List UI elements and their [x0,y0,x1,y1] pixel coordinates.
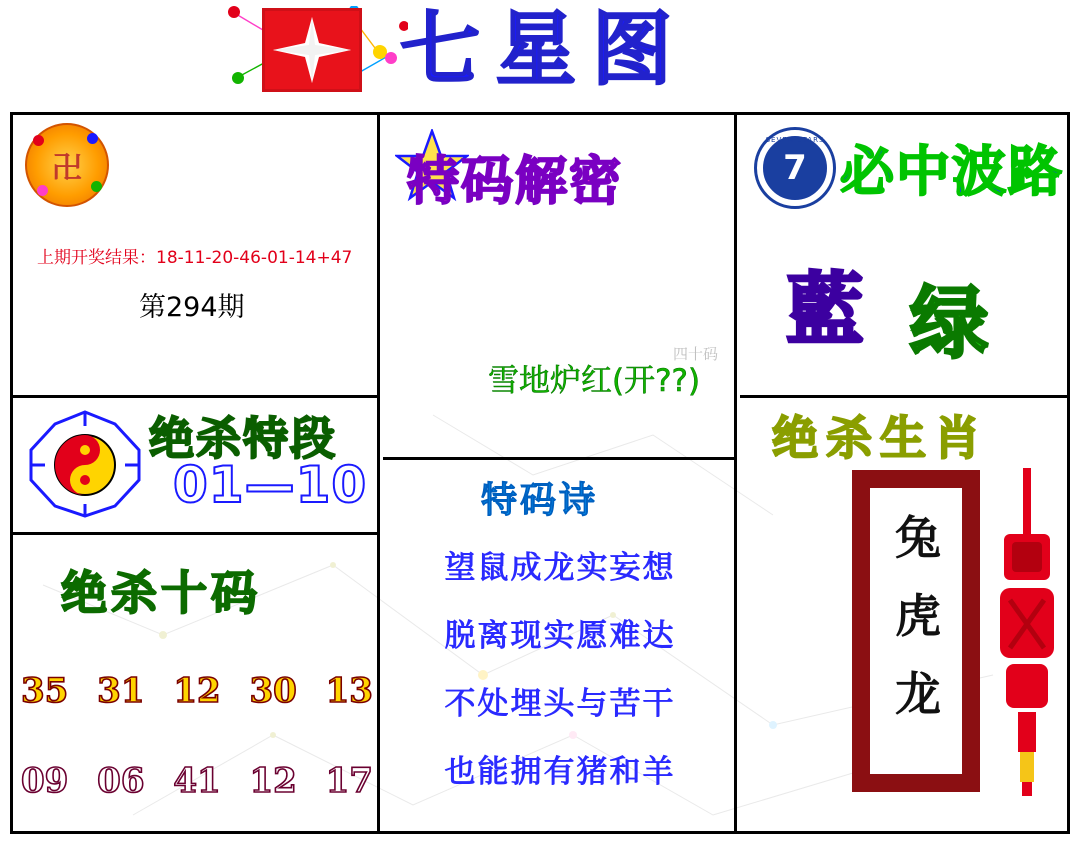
issue-number: 第294期 [139,292,245,323]
kill-ten-title: 绝杀十码 [61,566,261,620]
red-star-logo-icon [265,11,359,89]
wave-color-green: 绿 [910,279,989,369]
zodiac-item: 龙 [895,667,941,721]
chinese-knot-icon [996,468,1058,798]
wave-route-title: 必中波路 [840,140,1064,203]
kill-ten-row-1 [21,671,373,711]
seven-stars-seal-icon [754,127,836,209]
poem-line: 望鼠成龙实妄想 [444,550,676,586]
wave-color-blue: 藍 [786,265,865,355]
kill-number: 09 [21,761,69,801]
panel-issue-info [13,115,380,398]
emblem-dot [87,133,98,144]
kill-number: 30 [249,671,297,711]
panel-code-decrypt [383,115,737,460]
poem-line: 不处埋头与苦干 [444,686,676,722]
kill-range-title: 绝杀特段 [149,412,338,465]
previous-result-text: 上期开奖结果：18-11-20-46-01-14+47 [37,248,353,268]
kill-number: 13 [325,671,373,711]
emblem-dot [33,135,44,146]
panel-kill-range [13,398,380,535]
bagua-yinyang-icon [29,410,141,518]
panel-wave-route [740,115,1070,398]
kill-ten-row-2 [21,761,373,801]
header [0,0,1080,104]
poem-line: 也能拥有猪和羊 [444,754,676,790]
seal-seven-glyph: 7 [783,148,807,188]
kill-number: 17 [325,761,373,801]
kill-zodiac-title: 绝杀生肖 [772,411,988,465]
ghost-watermark-text: 四十码 [673,345,719,363]
logo-box [262,8,362,92]
kill-number: 12 [249,761,297,801]
sun-emblem-glyph: 卍 [52,151,82,186]
zodiac-item: 兔 [895,511,941,565]
kill-number: 35 [21,671,69,711]
code-decrypt-subtitle: 雪地炉红(开??) [488,363,701,399]
panel-kill-ten [13,535,380,834]
code-decrypt-title: 特码解密 [407,152,624,212]
poem-line: 脱离现实愿难达 [444,618,676,654]
poem-title: 特码诗 [481,480,599,521]
emblem-dot [37,185,48,196]
kill-number: 31 [97,671,145,711]
kill-number: 12 [173,671,221,711]
kill-number: 41 [173,761,221,801]
panel-kill-zodiac [740,398,1070,834]
seal-caption: SEVEN STARS [765,136,825,144]
kill-range-value: 01—10 [173,456,368,514]
panel-code-poem [383,460,737,834]
sun-emblem-icon [25,123,109,207]
content-frame [10,112,1070,834]
kill-number: 06 [97,761,145,801]
emblem-dot [91,181,102,192]
zodiac-item: 虎 [895,589,941,643]
page-title: 七星图 [400,3,688,96]
